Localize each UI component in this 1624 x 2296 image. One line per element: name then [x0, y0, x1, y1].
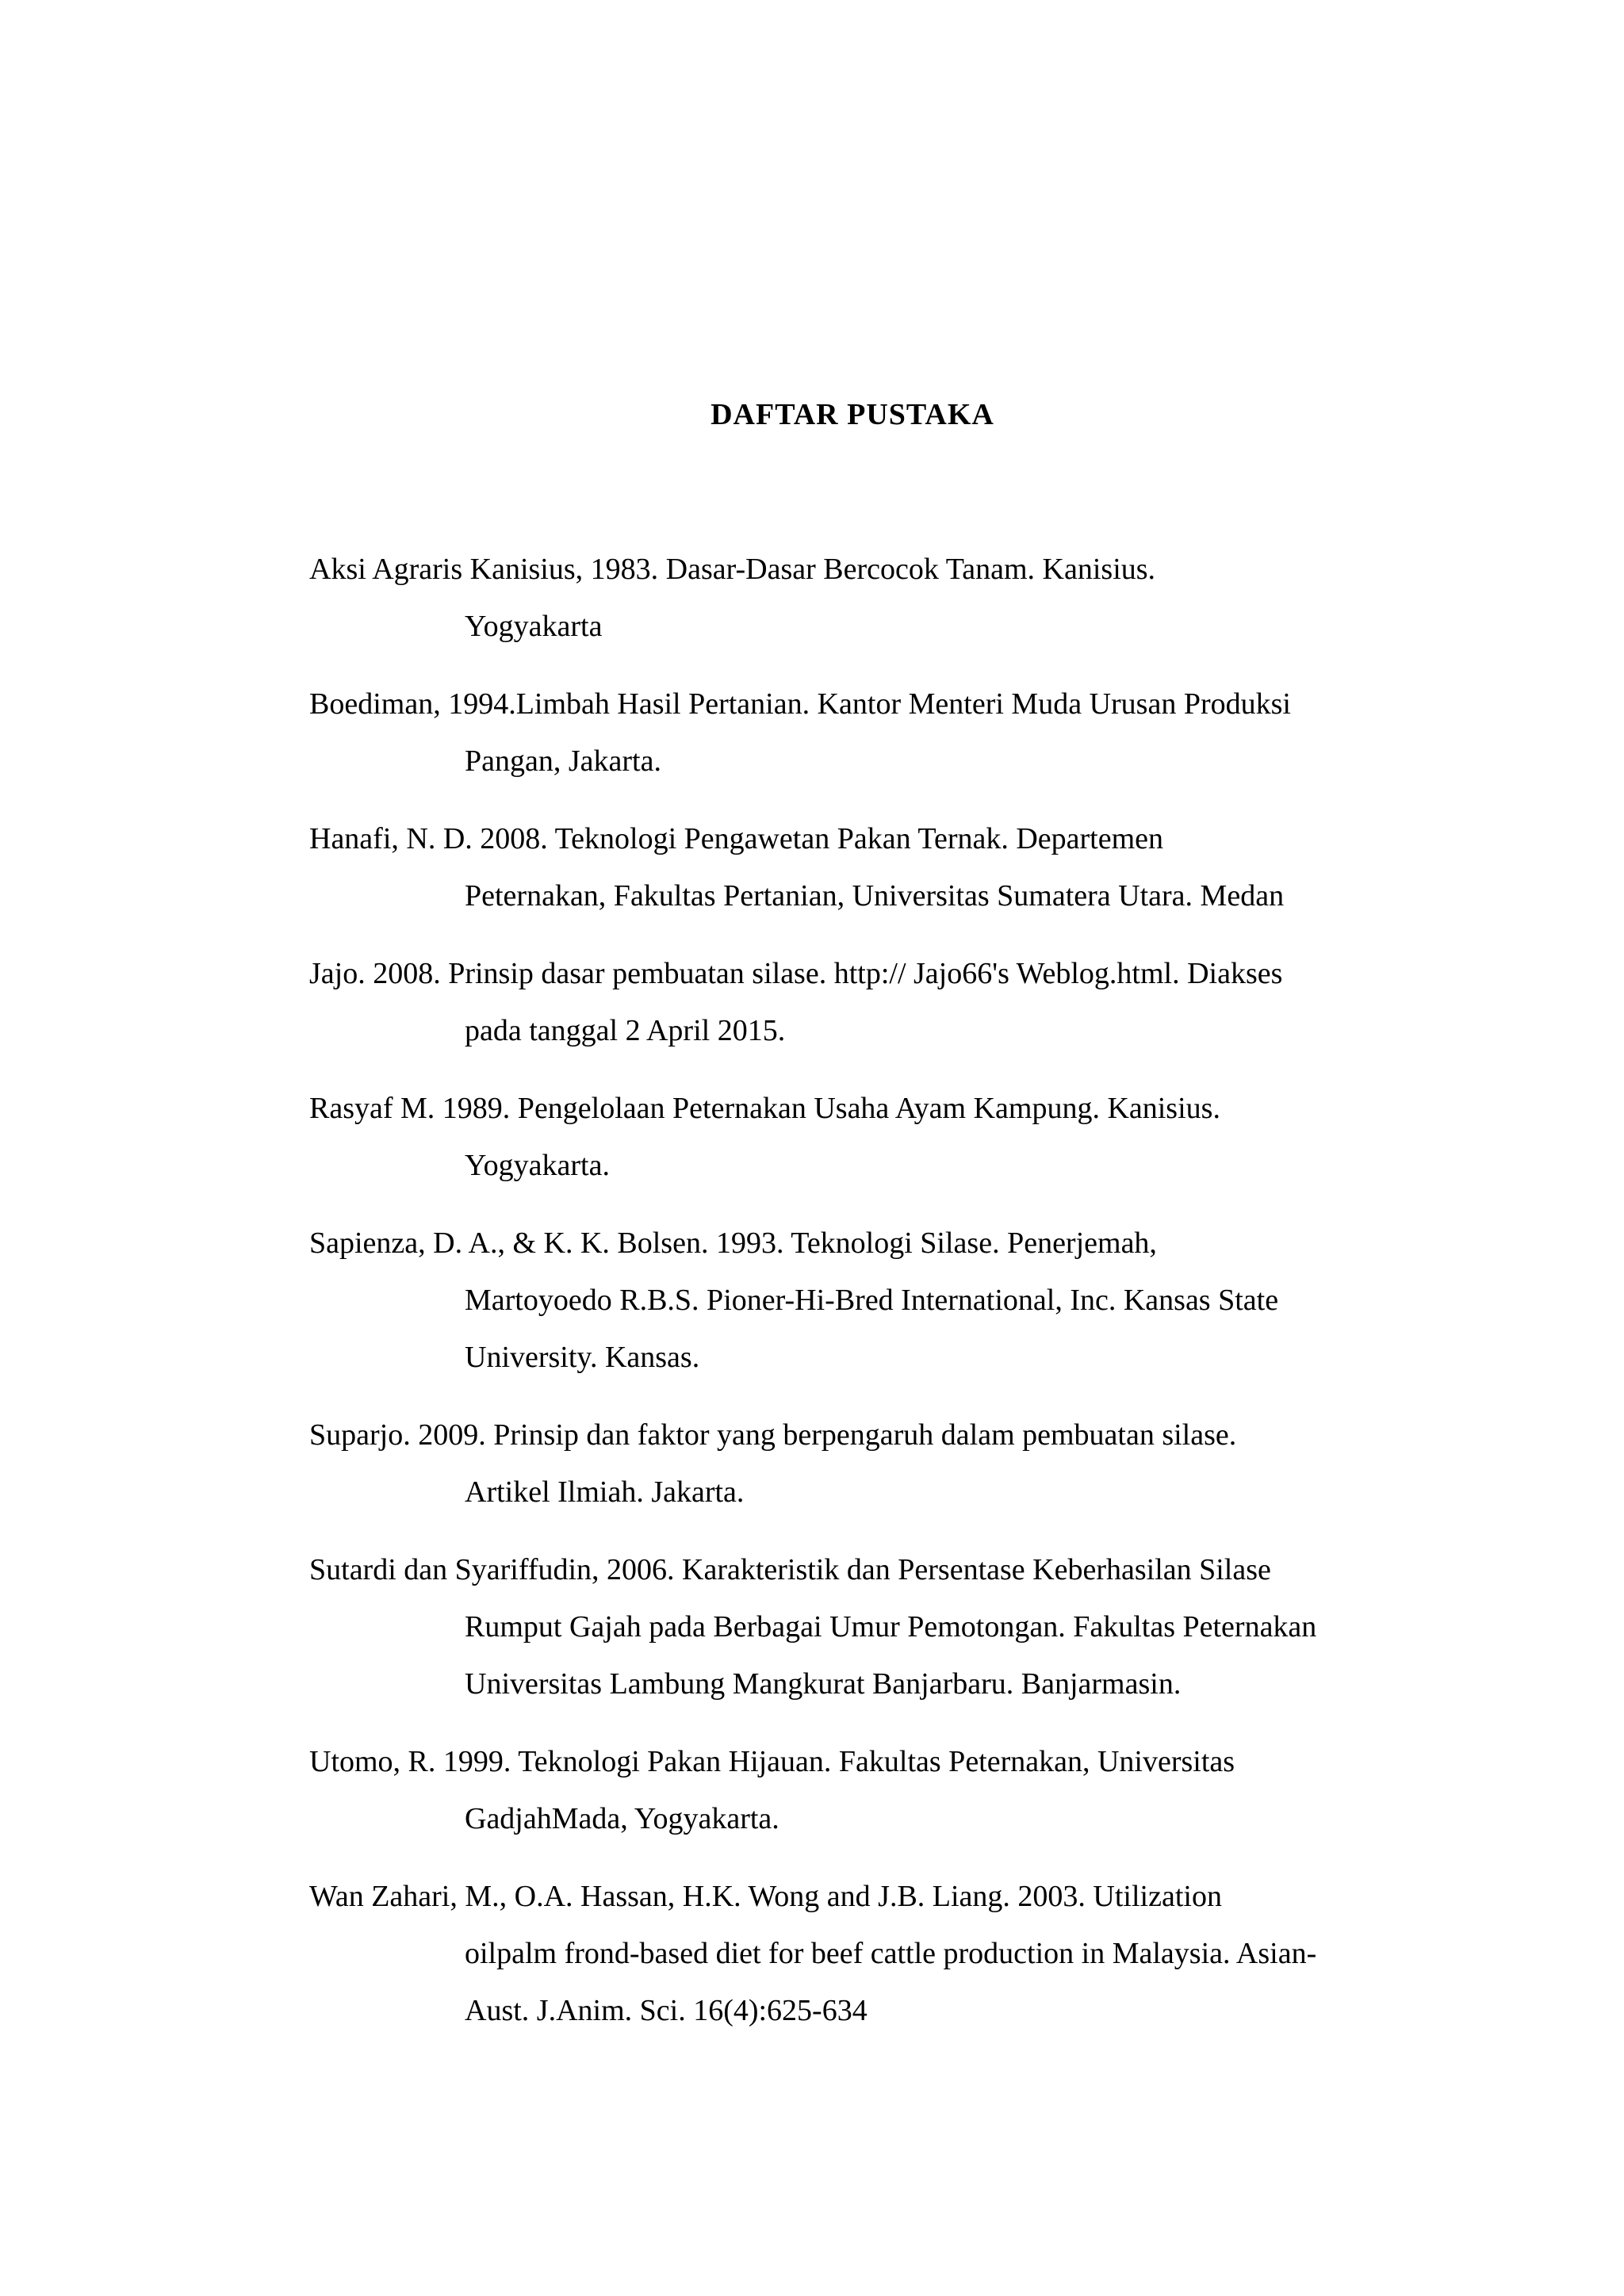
- reference-line: Jajo. 2008. Prinsip dasar pembuatan silase. http:// Jajo66's Weblog.html. Diakses: [309, 957, 1283, 990]
- reference-line: pada tanggal 2 April 2015.: [465, 1014, 786, 1047]
- reference-line: Rumput Gajah pada Berbagai Umur Pemotongan. Fakultas Peternakan: [465, 1610, 1317, 1644]
- page-title: DAFTAR PUSTAKA: [710, 398, 994, 431]
- reference-entry: [309, 810, 1396, 924]
- reference-line: Hanafi, N. D. 2008. Teknologi Pengawetan Pakan Ternak. Departemen: [309, 822, 1164, 855]
- reference-entry: [309, 1406, 1396, 1521]
- reference-line: Aksi Agraris Kanisius, 1983. Dasar-Dasar Bercocok Tanam. Kanisius.: [309, 553, 1156, 586]
- reference-list: [309, 541, 1396, 2060]
- reference-line: Aust. J.Anim. Sci. 16(4):625-634: [465, 1994, 868, 2027]
- reference-entry: [309, 1868, 1396, 2039]
- reference-line: oilpalm frond-based diet for beef cattle production in Malaysia. Asian-: [465, 1937, 1317, 1970]
- reference-entry: [309, 1541, 1396, 1712]
- reference-line: Sapienza, D. A., & K. K. Bolsen. 1993. Teknologi Silase. Penerjemah,: [309, 1226, 1157, 1260]
- reference-line: Rasyaf M. 1989. Pengelolaan Peternakan Usaha Ayam Kampung. Kanisius.: [309, 1092, 1220, 1125]
- reference-line: Boediman, 1994.Limbah Hasil Pertanian. Kantor Menteri Muda Urusan Produksi: [309, 687, 1291, 721]
- reference-line: Yogyakarta: [465, 610, 603, 643]
- reference-entry: [309, 541, 1396, 655]
- reference-line: Sutardi dan Syariffudin, 2006. Karakteristik dan Persentase Keberhasilan Silase: [309, 1553, 1271, 1586]
- reference-line: Yogyakarta.: [465, 1149, 610, 1182]
- reference-line: Martoyoedo R.B.S. Pioner-Hi-Bred International, Inc. Kansas State: [465, 1284, 1279, 1317]
- reference-entry: [309, 945, 1396, 1059]
- reference-line: GadjahMada, Yogyakarta.: [465, 1802, 779, 1835]
- reference-entry: [309, 1215, 1396, 1386]
- reference-entry: [309, 1080, 1396, 1194]
- reference-line: Suparjo. 2009. Prinsip dan faktor yang berpengaruh dalam pembuatan silase.: [309, 1418, 1237, 1452]
- reference-entry: [309, 1733, 1396, 1847]
- reference-line: Peternakan, Fakultas Pertanian, Universitas Sumatera Utara. Medan: [465, 879, 1285, 913]
- reference-line: Universitas Lambung Mangkurat Banjarbaru. Banjarmasin.: [465, 1667, 1182, 1701]
- reference-line: Wan Zahari, M., O.A. Hassan, H.K. Wong and J.B. Liang. 2003. Utilization: [309, 1880, 1222, 1913]
- reference-line: Utomo, R. 1999. Teknologi Pakan Hijauan. Fakultas Peternakan, Universitas: [309, 1745, 1235, 1778]
- reference-line: Artikel Ilmiah. Jakarta.: [465, 1475, 745, 1509]
- reference-entry: [309, 675, 1396, 790]
- reference-line: Pangan, Jakarta.: [465, 744, 661, 778]
- reference-line: University. Kansas.: [465, 1341, 700, 1374]
